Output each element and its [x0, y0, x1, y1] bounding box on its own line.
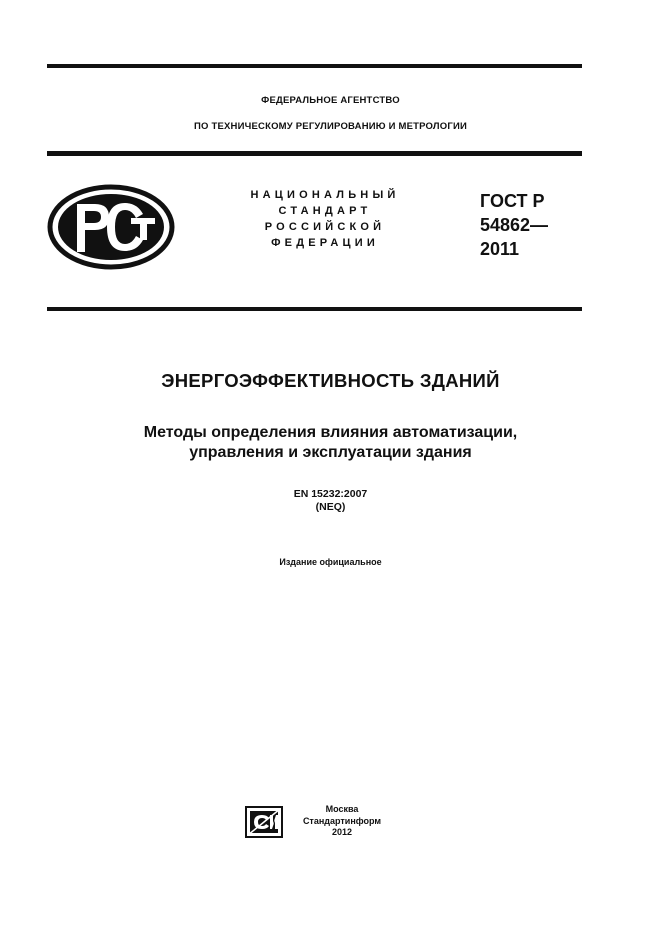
standard-type-line-2: СТАНДАРТ	[278, 205, 372, 217]
gost-r-mark-icon	[47, 184, 175, 270]
designation-prefix: ГОСТ Р	[480, 191, 545, 211]
designation-number: 54862—	[480, 215, 549, 235]
top-rule	[47, 64, 582, 68]
standard-type-line-4: ФЕДЕРАЦИИ	[271, 237, 379, 249]
document-subtitle	[0, 423, 661, 463]
standard-type-line-1: НАЦИОНАЛЬНЫЙ	[250, 189, 400, 201]
reference-equivalence: (NEQ)	[315, 501, 346, 513]
standard-type-line-3: РОССИЙСКОЙ	[264, 221, 386, 233]
standartinform-logo-icon	[245, 806, 283, 838]
designation-year: 2011	[480, 239, 520, 259]
publisher-name: Стандартинформ	[302, 815, 382, 826]
designation	[480, 189, 548, 261]
reference-standard	[0, 488, 661, 514]
subtitle-line-2: управления и эксплуатации здания	[189, 444, 472, 461]
reference-code: EN 15232:2007	[293, 488, 368, 500]
lower-rule	[47, 307, 582, 311]
subtitle-line-1: Методы определения влияния автоматизации,	[143, 424, 518, 441]
edition-label: Издание официальное	[279, 557, 382, 567]
publisher-block	[292, 804, 392, 839]
publisher-city: Москва	[325, 804, 359, 814]
document-title: ЭНЕРГОЭФФЕКТИВНОСТЬ ЗДАНИЙ	[161, 370, 500, 391]
agency-line-2: ПО ТЕХНИЧЕСКОМУ РЕГУЛИРОВАНИЮ И МЕТРОЛОГИИ	[194, 121, 467, 132]
agency-line-1: ФЕДЕРАЛЬНОЕ АГЕНТСТВО	[261, 95, 400, 106]
header-rule	[47, 151, 582, 156]
publisher-year: 2012	[331, 827, 353, 837]
standard-type	[225, 187, 425, 251]
